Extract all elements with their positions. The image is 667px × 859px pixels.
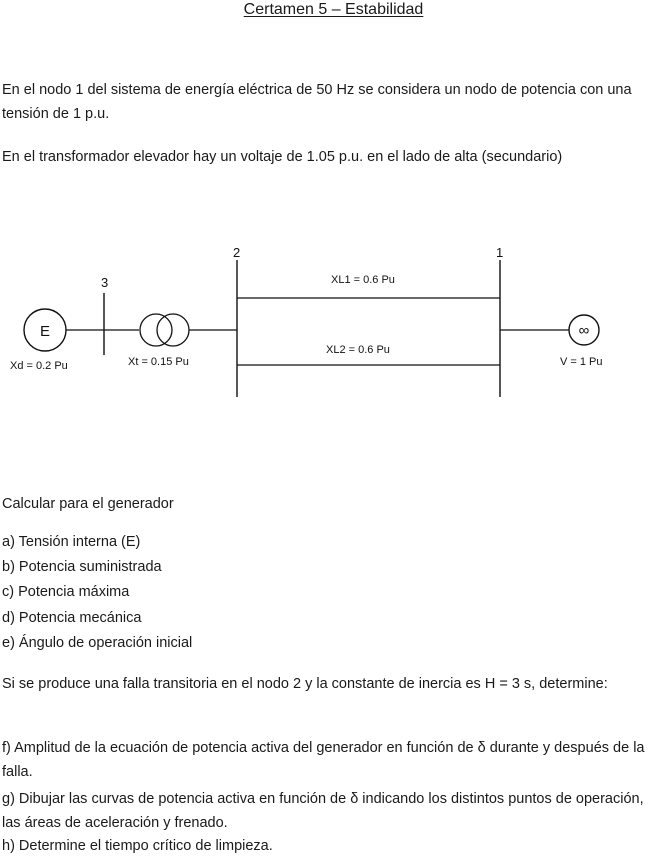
generator-reactance-label: Xd = 0.2 Pu xyxy=(10,360,68,372)
generator-symbol: E xyxy=(39,323,51,340)
intro-paragraph-1: En el nodo 1 del sistema de energía eléctrica de 50 Hz se considera un nodo de potencia con una tensión de 1 p.u. xyxy=(2,82,632,122)
infinite-bus-voltage-label: V = 1 Pu xyxy=(560,356,603,368)
transformer-symbol xyxy=(140,314,189,346)
page-title: Certamen 5 – Estabilidad xyxy=(243,1,424,18)
fault-statement: Si se produce una falla transitoria en el nodo 2 y la constante de inercia es H = 3 s, determine: xyxy=(2,676,608,692)
infinite-bus xyxy=(569,315,599,345)
question-g: g) Dibujar las curvas de potencia activa en función de δ indicando los distintos puntos de operación, las áreas de aceleración y frenado. xyxy=(2,791,644,831)
infinite-bus-symbol: ∞ xyxy=(578,322,590,339)
line-2-label: XL2 = 0.6 Pu xyxy=(326,344,390,356)
bus-2-label: 2 xyxy=(233,245,241,260)
power-system-diagram xyxy=(0,235,667,445)
question-b: b) Potencia suministrada xyxy=(2,559,162,575)
generator xyxy=(24,309,66,351)
bus-1-label: 1 xyxy=(496,245,504,260)
questions-heading: Calcular para el generador xyxy=(2,496,174,512)
bus-3-label: 3 xyxy=(101,275,109,290)
intro-paragraph-2: En el transformador elevador hay un voltaje de 1.05 p.u. en el lado de alta (secundario) xyxy=(2,149,563,165)
question-f: f) Amplitud de la ecuación de potencia activa del generador en función de δ durante y después de la falla. xyxy=(2,740,645,780)
question-a: a) Tensión interna (E) xyxy=(2,534,141,550)
line-1-label: XL1 = 0.6 Pu xyxy=(331,274,395,286)
question-h: h) Determine el tiempo crítico de limpieza. xyxy=(2,838,273,854)
question-d: d) Potencia mecánica xyxy=(2,610,142,626)
question-c: c) Potencia máxima xyxy=(2,584,130,600)
question-e: e) Ángulo de operación inicial xyxy=(2,635,193,651)
transformer-reactance-label: Xt = 0.15 Pu xyxy=(128,356,189,368)
